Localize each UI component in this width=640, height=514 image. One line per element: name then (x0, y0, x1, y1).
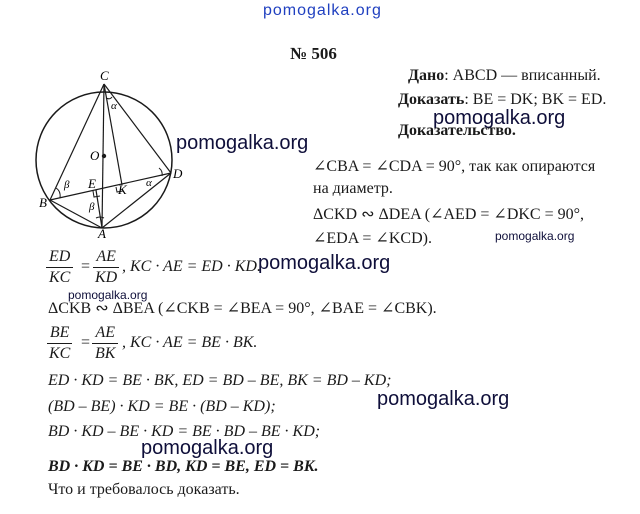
geometry-figure (30, 70, 190, 240)
segment-cd (104, 84, 171, 173)
fraction-ae-kd (92, 248, 120, 287)
watermark-5: pomogalka.org (68, 288, 148, 302)
frac2-num1: BE (47, 324, 73, 344)
proof-line-2: на диаметр. (313, 180, 393, 197)
label-beta-2: β (89, 201, 95, 213)
watermark-7: pomogalka.org (141, 437, 274, 459)
frac2-num2: AE (92, 324, 118, 344)
proof-line-3: ΔCKD ∾ ΔDEA (∠AED = ∠DKC = 90°, (313, 206, 585, 223)
frac2-den2: BK (95, 345, 116, 362)
frac2-tail: , KC · AE = BE · BK. (122, 334, 258, 351)
frac1-equals: = (81, 258, 91, 275)
proof-line-5: ΔCKB ∾ ΔBEA (∠CKB = ∠BEA = 90°, ∠BAE = ∠CBK). (48, 300, 437, 317)
watermark-1: pomogalka.org (176, 132, 309, 154)
watermark-3: pomogalka.org (495, 229, 575, 243)
label-alpha-1: α (111, 100, 117, 112)
frac2-equals: = (81, 334, 91, 351)
proof-line-8: BD · KD – BE · KD = BE · BD – BE · KD; (48, 423, 321, 440)
label-beta-1: β (64, 179, 70, 191)
given-label: Дано (408, 67, 445, 84)
fraction-be-kc (46, 324, 73, 363)
prove-text: : BE = DK; BK = ED. (464, 91, 607, 108)
frac1-tail: , KC · AE = ED · KD. (122, 258, 261, 275)
proof-label: Доказательство. (398, 122, 516, 139)
proof-line-6: ED · KD = BE · BK, ED = BD – BE, BK = BD – KD; (48, 372, 392, 389)
label-b: B (39, 195, 47, 210)
fraction-ae-bk (92, 324, 118, 363)
watermark-6: pomogalka.org (377, 388, 510, 410)
prove-line (398, 91, 606, 109)
label-c: C (100, 70, 109, 83)
center-point (102, 154, 106, 158)
proof-line-1: ∠CBA = ∠CDA = 90°, так как опираются (313, 158, 596, 175)
proof-line-9: BD · KD = BE · BD, KD = BE, ED = BK. (48, 458, 319, 475)
proof-line-4: ∠EDA = ∠KCD). (313, 230, 432, 247)
angle-arc-b (56, 188, 60, 198)
watermark-2: pomogalka.org (433, 107, 566, 129)
prove-label: Доказать (398, 91, 465, 108)
frac1-num2: AE (93, 248, 119, 268)
label-a: A (98, 226, 106, 240)
given-text: : ABCD — вписанный. (444, 67, 601, 84)
frac1-den1: KC (49, 269, 71, 286)
given-line (408, 67, 601, 85)
label-k: K (118, 182, 127, 197)
problem-number: № 506 (290, 44, 337, 63)
label-alpha-2: α (146, 177, 152, 189)
label-o: O (90, 148, 100, 163)
proof-line-10: Что и требовалось доказать. (48, 481, 240, 498)
proof-line-7: (BD – BE) · KD = BE · (BD – KD); (48, 398, 276, 415)
label-e: E (88, 176, 96, 191)
watermark-top: pomogalka.org (263, 2, 382, 19)
frac1-num1: ED (46, 248, 73, 268)
fraction-ed-kc (46, 248, 73, 287)
frac2-den1: KC (49, 345, 71, 362)
frac1-den2: KD (95, 269, 118, 286)
label-d: D (173, 166, 183, 181)
watermark-4: pomogalka.org (258, 252, 391, 274)
